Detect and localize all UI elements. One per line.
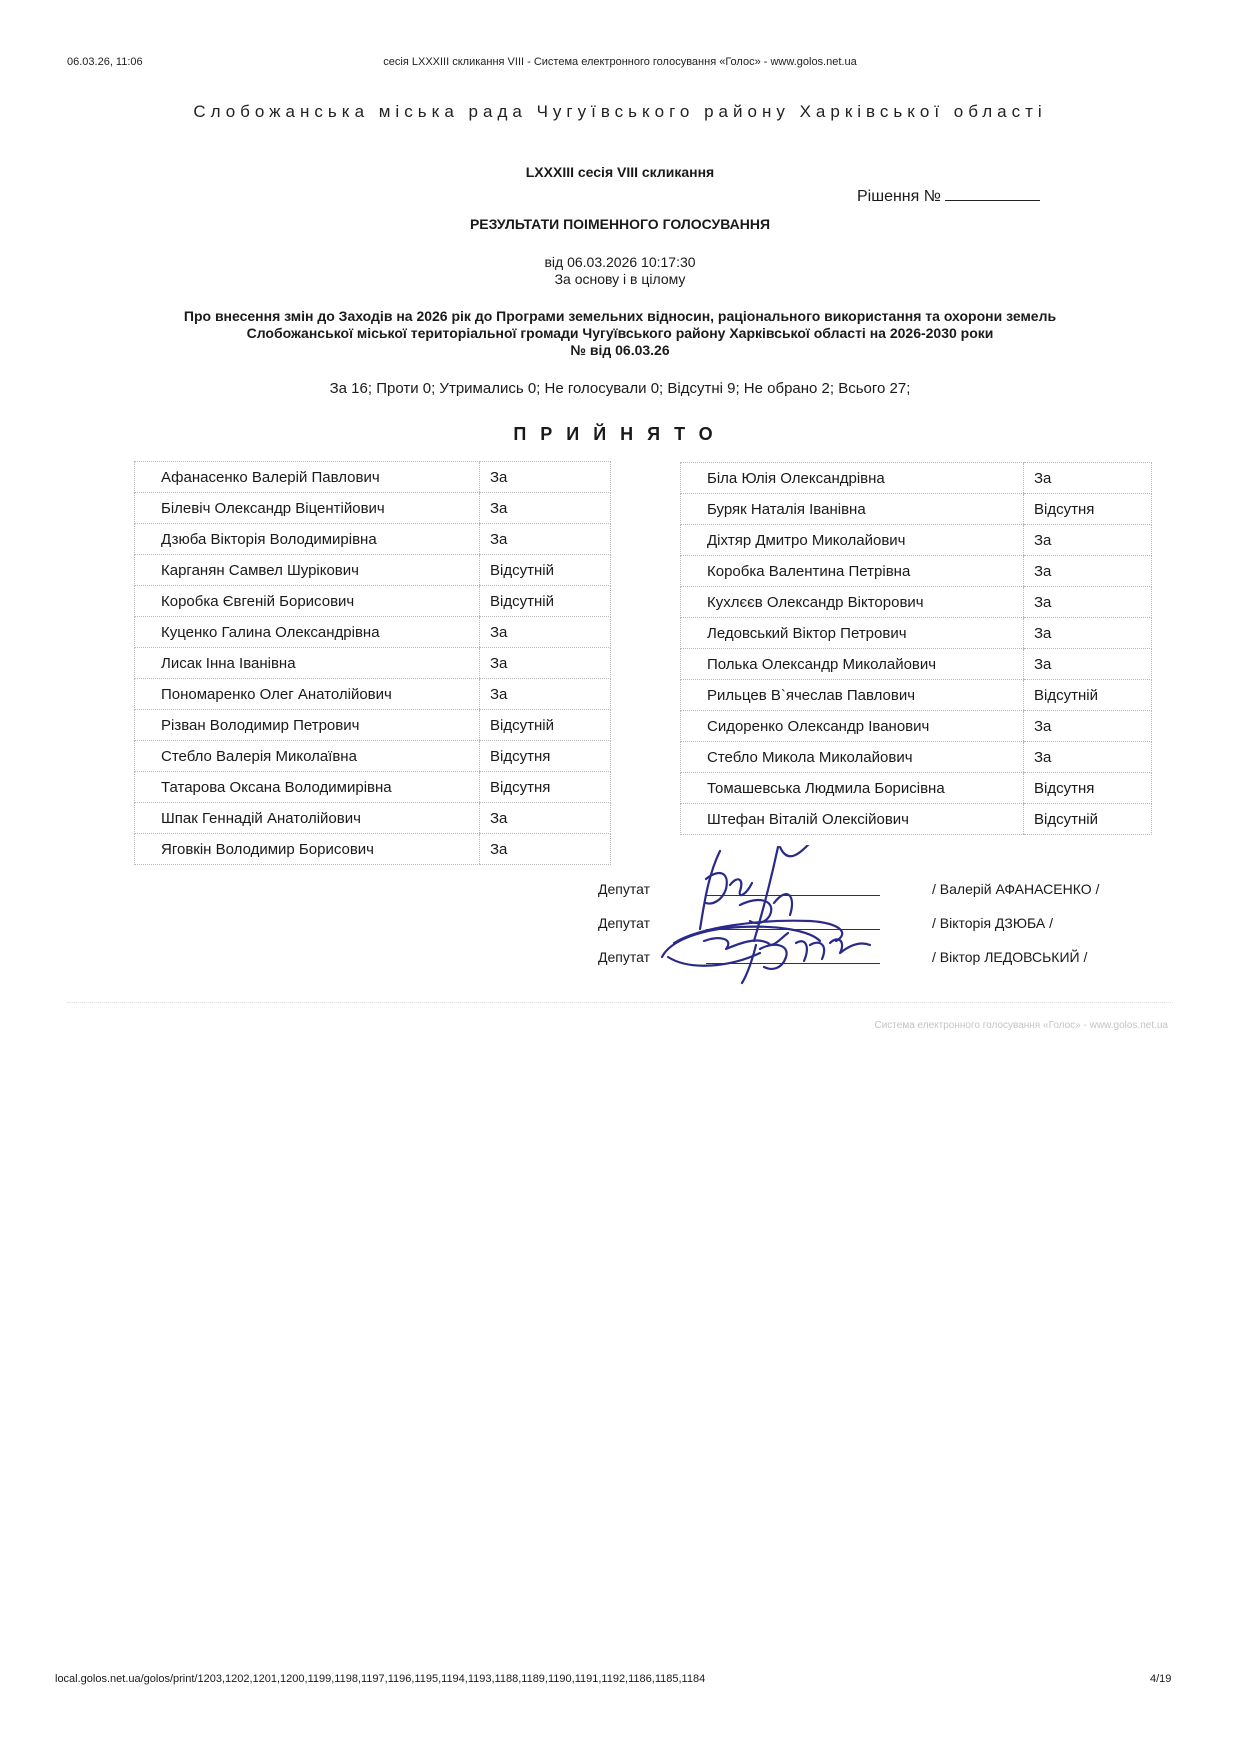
deputy-name: Афанасенко Валерій Павлович: [135, 462, 480, 493]
deputy-vote: За: [1024, 649, 1152, 680]
deputy-vote: За: [1024, 742, 1152, 773]
deputy-vote: Відсутній: [480, 555, 611, 586]
deputy-vote: Відсутня: [480, 772, 611, 803]
deputy-row: [681, 680, 1152, 711]
deputy-name: Кухлєєв Олександр Вікторович: [681, 587, 1024, 618]
deputy-vote: Відсутня: [1024, 494, 1152, 525]
votes-table-right: [680, 462, 1152, 835]
council-name: Слобожанська міська рада Чугуївського району Харківської області: [193, 102, 1047, 121]
deputy-row: [135, 710, 611, 741]
deputy-vote: Відсутній: [1024, 804, 1152, 835]
deputy-row: [135, 586, 611, 617]
deputy-vote: Відсутній: [1024, 680, 1152, 711]
vote-result: ПРИЙНЯТО: [513, 424, 727, 444]
deputy-vote: За: [1024, 463, 1152, 494]
deputy-vote: За: [1024, 587, 1152, 618]
subject-line: № від 06.03.26: [570, 342, 670, 358]
deputy-row: [681, 773, 1152, 804]
decision-blank: [945, 186, 1040, 201]
deputy-row: [135, 524, 611, 555]
deputy-row: [681, 742, 1152, 773]
deputy-row: [135, 493, 611, 524]
deputy-name: Пономаренко Олег Анатолійович: [135, 679, 480, 710]
decision-number: [857, 186, 1040, 206]
deputy-row: [135, 648, 611, 679]
deputy-row: [135, 741, 611, 772]
decision-label: Рішення №: [857, 188, 941, 205]
deputy-name: Біла Юлія Олександрівна: [681, 463, 1024, 494]
deputy-name: Буряк Наталія Іванівна: [681, 494, 1024, 525]
session-title: LXXXIII сесія VIII скликання: [525, 164, 715, 180]
deputy-vote: За: [1024, 525, 1152, 556]
deputy-name: Різван Володимир Петрович: [135, 710, 480, 741]
deputy-row: [681, 587, 1152, 618]
deputy-name: Томашевська Людмила Борисівна: [681, 773, 1024, 804]
deputy-name: Діхтяр Дмитро Миколайович: [681, 525, 1024, 556]
deputy-row: [681, 618, 1152, 649]
vote-datetime: від 06.03.2026 10:17:30: [544, 254, 696, 270]
decision-subject: [100, 308, 1140, 359]
deputy-row: [681, 494, 1152, 525]
deputy-vote: За: [480, 648, 611, 679]
deputy-vote: За: [480, 462, 611, 493]
deputy-name: Карганян Самвел Шурікович: [135, 555, 480, 586]
signature-role: Депутат: [598, 915, 650, 931]
deputy-name: Коробка Валентина Петрівна: [681, 556, 1024, 587]
deputy-vote: За: [480, 617, 611, 648]
subject-line: Слобожанської міської територіальної громади Чугуївського району Харківської області на 2026-2030 роки: [246, 325, 994, 341]
deputy-name: Штефан Віталій Олексійович: [681, 804, 1024, 835]
signature-role: Депутат: [598, 881, 650, 897]
footer-system-text: Система електронного голосування «Голос» - www.golos.net.ua: [874, 1020, 1168, 1031]
deputy-name: Яговкін Володимир Борисович: [135, 834, 480, 865]
print-date: 06.03.26, 11:06: [67, 56, 143, 68]
deputy-name: Стебло Валерія Миколаївна: [135, 741, 480, 772]
deputy-row: [135, 679, 611, 710]
deputy-row: [681, 525, 1152, 556]
print-title: сесія LXXXIII скликання VIII - Система електронного голосування «Голос» - www.golos.net.ua: [383, 56, 857, 68]
subject-line: Про внесення змін до Заходів на 2026 рік до Програми земельних відносин, раціонального використання та охорони земель: [183, 308, 1057, 324]
deputy-vote: За: [480, 524, 611, 555]
deputy-vote: За: [480, 493, 611, 524]
deputy-name: Татарова Оксана Володимирівна: [135, 772, 480, 803]
deputy-row: [135, 617, 611, 648]
signature-name: / Вікторія ДЗЮБА /: [932, 915, 1053, 931]
footer-url: local.golos.net.ua/golos/print/1203,1202,1201,1200,1199,1198,1197,1196,1195,1194,1193,1188,1189,1190,1191,1192,1186,1185,1184: [55, 1673, 706, 1685]
deputy-vote: За: [1024, 618, 1152, 649]
deputy-vote: Відсутня: [1024, 773, 1152, 804]
deputy-row: [135, 555, 611, 586]
page-number: 4/19: [1150, 1673, 1172, 1685]
deputy-row: [135, 803, 611, 834]
vote-type: За основу і в цілому: [554, 271, 686, 287]
deputy-name: Шпак Геннадій Анатолійович: [135, 803, 480, 834]
deputy-name: Білевіч Олександр Віцентійович: [135, 493, 480, 524]
deputy-vote: За: [480, 679, 611, 710]
deputy-name: Коробка Євгеній Борисович: [135, 586, 480, 617]
deputy-row: [681, 711, 1152, 742]
deputy-name: Сидоренко Олександр Іванович: [681, 711, 1024, 742]
deputy-name: Стебло Микола Миколайович: [681, 742, 1024, 773]
deputy-row: [681, 804, 1152, 835]
handwritten-signature: [660, 845, 910, 985]
deputy-row: [135, 772, 611, 803]
signature-name: / Віктор ЛЕДОВСЬКИЙ /: [932, 949, 1088, 965]
vote-summary: За 16; Проти 0; Утримались 0; Не голосували 0; Відсутні 9; Не обрано 2; Всього 27;: [329, 380, 911, 397]
deputy-name: Ледовський Віктор Петрович: [681, 618, 1024, 649]
deputy-row: [681, 463, 1152, 494]
deputy-name: Полька Олександр Миколайович: [681, 649, 1024, 680]
deputy-vote: За: [480, 834, 611, 865]
deputy-row: [135, 462, 611, 493]
deputy-vote: За: [480, 803, 611, 834]
deputy-row: [681, 649, 1152, 680]
vote-info: [0, 254, 1240, 288]
deputy-row: [681, 556, 1152, 587]
deputy-vote: Відсутня: [480, 741, 611, 772]
deputy-vote: Відсутній: [480, 586, 611, 617]
deputy-name: Куценко Галина Олександрівна: [135, 617, 480, 648]
deputy-name: Лисак Інна Іванівна: [135, 648, 480, 679]
deputy-vote: Відсутній: [480, 710, 611, 741]
signature-name: / Валерій АФАНАСЕНКО /: [932, 881, 1100, 897]
footer-divider: [67, 1002, 1173, 1003]
votes-table-left: [134, 461, 611, 865]
signature-role: Депутат: [598, 949, 650, 965]
deputy-name: Рильцев В`ячеслав Павлович: [681, 680, 1024, 711]
deputy-row: [135, 834, 611, 865]
results-title: РЕЗУЛЬТАТИ ПОІМЕННОГО ГОЛОСУВАННЯ: [469, 216, 771, 232]
deputy-vote: За: [1024, 711, 1152, 742]
deputy-vote: За: [1024, 556, 1152, 587]
deputy-name: Дзюба Вікторія Володимирівна: [135, 524, 480, 555]
